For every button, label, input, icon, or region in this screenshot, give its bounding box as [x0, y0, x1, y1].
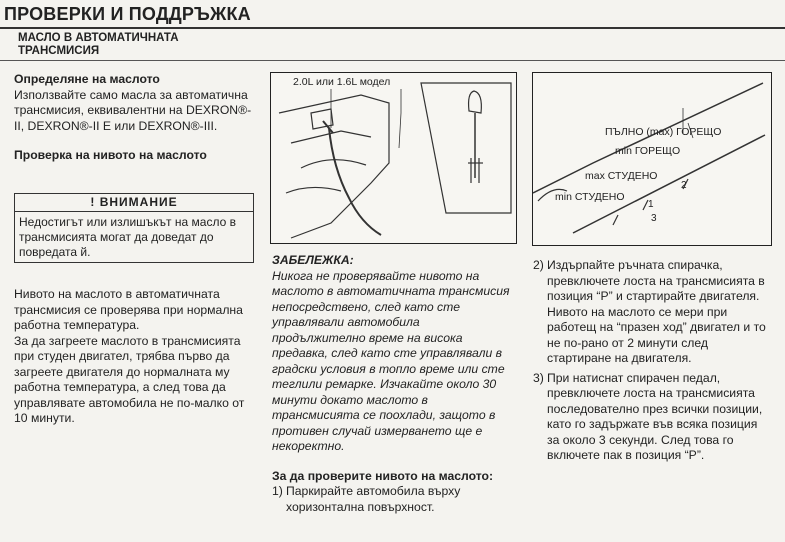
- dipstick-mark-2: 2: [681, 180, 687, 191]
- left-column-bottom: [14, 287, 254, 427]
- step-1-number: 1): [272, 484, 283, 498]
- steps-title: За да проверите нивото на маслото:: [272, 468, 494, 483]
- page-title: ПРОВЕРКИ И ПОДДРЪЖКА: [4, 4, 251, 24]
- model-label: 2.0L или 1.6L модел: [293, 76, 391, 88]
- subtitle-line-1: МАСЛО В АВТОМАТИЧНАТА: [18, 32, 179, 44]
- note-text: Никога не проверявайте нивото на маслото в автоматичната трансмисия непосредствено, след като сте управлявали автомобила продължително време на висока предавка, след като сте управлявали в градски условия в топло време или сте теглили ремарке. Изчакайте около 30 минути докато маслото в трансмисията се поохлади, защото в противен случай измерването ще е некоректно.: [272, 268, 510, 453]
- engine-bay-illustration: [271, 73, 516, 243]
- dipstick-marks-figure: [532, 72, 772, 246]
- max-cold-label: max СТУДЕНО: [585, 170, 658, 182]
- dipstick-illustration: [533, 73, 771, 245]
- step-2-number: 2): [533, 258, 544, 272]
- steps-list-right: [533, 258, 771, 464]
- level-check-title: Проверка на нивото на маслото: [14, 148, 207, 162]
- step-1: [272, 484, 516, 515]
- right-column: [533, 258, 771, 464]
- subheader-rule: [0, 60, 785, 61]
- note-title: ЗАБЕЛЕЖКА:: [272, 253, 354, 267]
- fluid-spec-title: Определяне на маслото: [14, 72, 160, 86]
- min-hot-label: min ГОРЕЩО: [615, 145, 681, 157]
- warning-box: [14, 193, 254, 263]
- dipstick-mark-3: 3: [651, 213, 657, 224]
- subtitle-line-2: ТРАНСМИСИЯ: [18, 45, 100, 57]
- step-2-text: Издърпайте ръчната спирачка, превключете лоста на трансмисията в позиция “P” и стартирайте двигателя. Нивото на маслото се мери при работещ на “празен ход” двигател и то не по-рано от 2 минути след стартиране на двигателя.: [547, 258, 766, 365]
- step-2: [533, 258, 771, 367]
- level-paragraph-2: За да загреете маслото в трансмисията при студен двигател, трябва първо да загреете двигателя до нормалната му работна температура, а след това да управлявате автомобила не по-малко от 10 минути.: [14, 333, 245, 425]
- full-hot-label: ПЪЛНО (max) ГОРЕЩО: [605, 126, 722, 138]
- min-cold-label: min СТУДЕНО: [555, 191, 625, 203]
- left-column-top: [14, 72, 254, 164]
- steps-list-left: [272, 484, 516, 515]
- dipstick-location-figure: [270, 72, 517, 244]
- step-1-text: Паркирайте автомобила върху хоризонтална повърхност.: [286, 484, 461, 514]
- step-3-text: При натиснат спирачен педал, превключете лоста на трансмисията последователно през всички позиции, като го задържате във всяка позиция за около 3 секунди. След това го включете пак в позиция “P”.: [547, 370, 763, 462]
- level-paragraph-1: Нивото на маслото в автоматичната трансмисия се проверява при нормална работна температура.: [14, 287, 243, 332]
- middle-column: [272, 253, 516, 515]
- warning-text: Недостигът или излишъкът на масло в трансмисията могат да доведат до повредата й.: [19, 215, 236, 259]
- step-3: [533, 371, 771, 464]
- dipstick-mark-1: 1: [648, 199, 654, 210]
- step-3-number: 3): [533, 370, 544, 385]
- section-heading: [18, 32, 179, 58]
- header-rule: [0, 27, 785, 29]
- fluid-spec-text: Използвайте само масла за автоматична трансмисия, еквивалентни на DEXRON®-II, DEXRON®-II E или DEXRON®-III.: [14, 87, 252, 133]
- warning-heading: ! ВНИМАНИЕ: [15, 194, 253, 212]
